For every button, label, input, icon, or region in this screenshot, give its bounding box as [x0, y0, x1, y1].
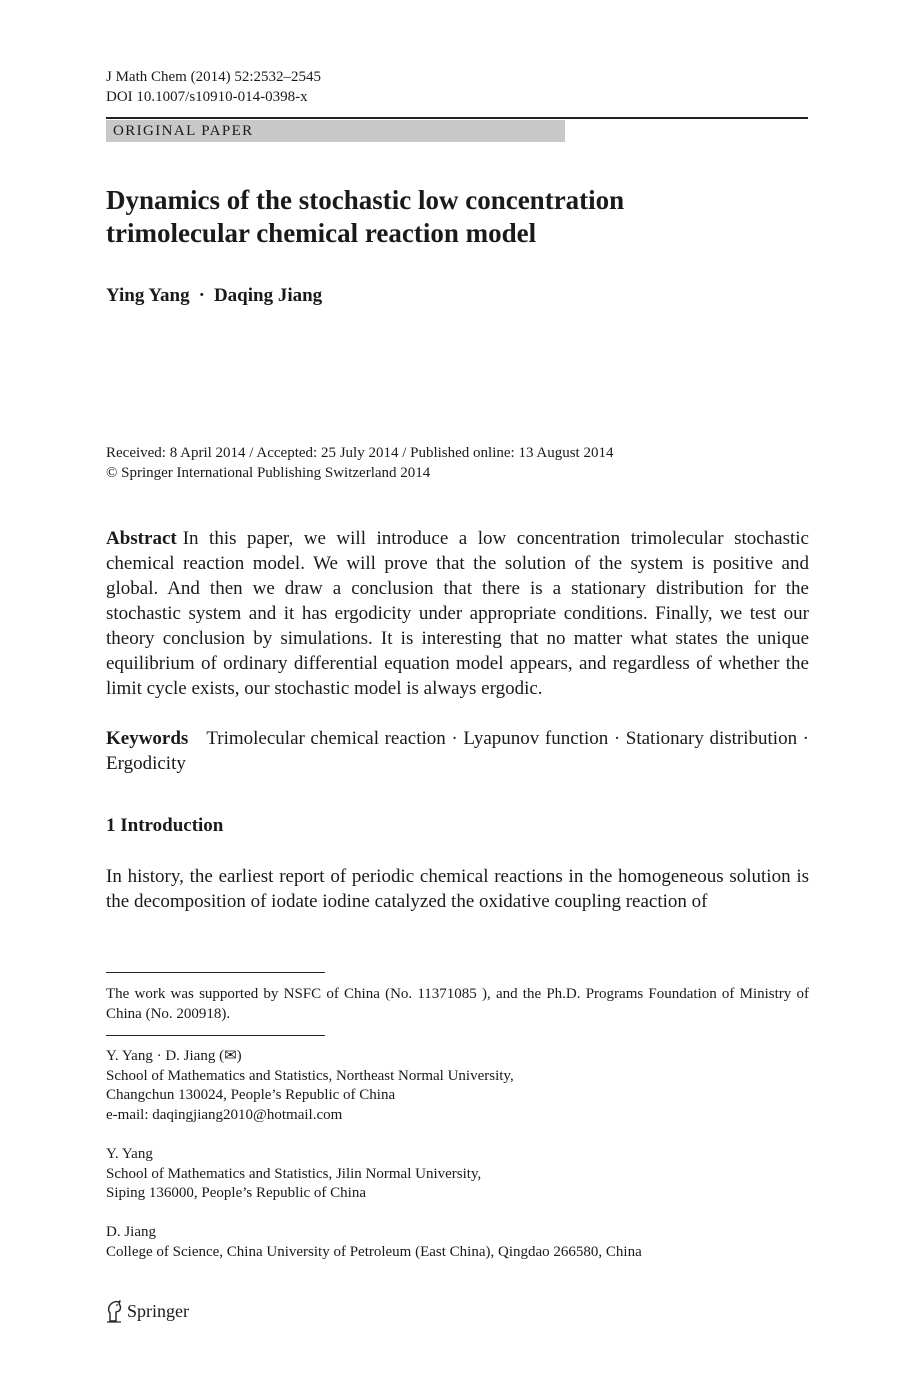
author-1: Ying Yang	[106, 285, 190, 306]
journal-reference: J Math Chem (2014) 52:2532–2545	[106, 69, 321, 85]
keywords-text: Trimolecular chemical reaction · Lyapunov function · Stationary distribution · Ergodicity	[106, 728, 809, 774]
affiliation-block-3	[106, 1223, 809, 1262]
affiliation-line: College of Science, China University of Petroleum (East China), Qingdao 266580, China	[106, 1243, 642, 1260]
doi[interactable]: DOI 10.1007/s10910-014-0398-x	[106, 89, 308, 105]
keywords	[106, 726, 809, 776]
affiliation-line: Changchun 130024, People’s Republic of China	[106, 1087, 396, 1103]
footnote-rule	[106, 972, 325, 973]
paper-title	[106, 184, 806, 250]
author-separator: ·	[198, 285, 205, 306]
affiliation-block-1	[106, 1047, 809, 1125]
title-line-1: Dynamics of the stochastic low concentration	[106, 185, 625, 215]
copyright-notice: © Springer International Publishing Switzerland 2014	[106, 465, 431, 481]
section-heading: 1 Introduction	[106, 815, 224, 836]
header-rule	[106, 117, 808, 119]
author-list	[106, 283, 322, 309]
publisher-logo	[104, 1298, 189, 1324]
affiliation-line: School of Mathematics and Statistics, Jilin Normal University,	[106, 1165, 482, 1182]
affiliation-line: School of Mathematics and Statistics, Northeast Normal University,	[106, 1067, 514, 1084]
article-type-label: ORIGINAL PAPER	[113, 123, 254, 139]
springer-horse-icon	[104, 1299, 124, 1323]
abstract	[106, 526, 809, 701]
affiliation-rule	[106, 1035, 325, 1036]
funding-footnote: The work was supported by NSFC of China (No. 11371085 ), and the Ph.D. Programs Foundation of Ministry of China (No. 200918).	[106, 986, 809, 1022]
publication-dates: Received: 8 April 2014 / Accepted: 25 July 2014 / Published online: 13 August 2014	[106, 445, 614, 461]
affiliation-names: Y. Yang	[106, 1146, 153, 1162]
affiliation-line: Siping 136000, People’s Republic of China	[106, 1185, 366, 1201]
abstract-label: Abstract	[106, 528, 177, 549]
author-2: Daqing Jiang	[213, 285, 323, 306]
introduction-paragraph: In history, the earliest report of periodic chemical reactions in the homogeneous solution is the decomposition of iodate iodine catalyzed the oxidative coupling reaction of	[106, 866, 809, 912]
title-line-2: trimolecular chemical reaction model	[106, 218, 537, 248]
keywords-label: Keywords	[106, 728, 189, 749]
affiliation-names: D. Jiang	[106, 1224, 156, 1240]
affiliation-block-2	[106, 1145, 809, 1204]
email-link[interactable]: e-mail: daqingjiang2010@hotmail.com	[106, 1106, 343, 1123]
abstract-text: In this paper, we will introduce a low concentration trimolecular stochastic chemical reaction model. We will prove that the solution of the system is positive and global. And then we draw a conclusion that there is a stationary distribution for the stochastic system and it has ergodicity under appropriate conditions. Finally, we test our theory conclusion by simulations. It is interesting that no matter what states the unique equilibrium of ordinary differential equation model appears, and regardless of whether the limit cycle exists, our stochastic model is always ergodic.	[106, 528, 809, 699]
affiliation-names: Y. Yang · D. Jiang (✉)	[106, 1048, 242, 1064]
publisher-name: Springer	[127, 1301, 189, 1321]
